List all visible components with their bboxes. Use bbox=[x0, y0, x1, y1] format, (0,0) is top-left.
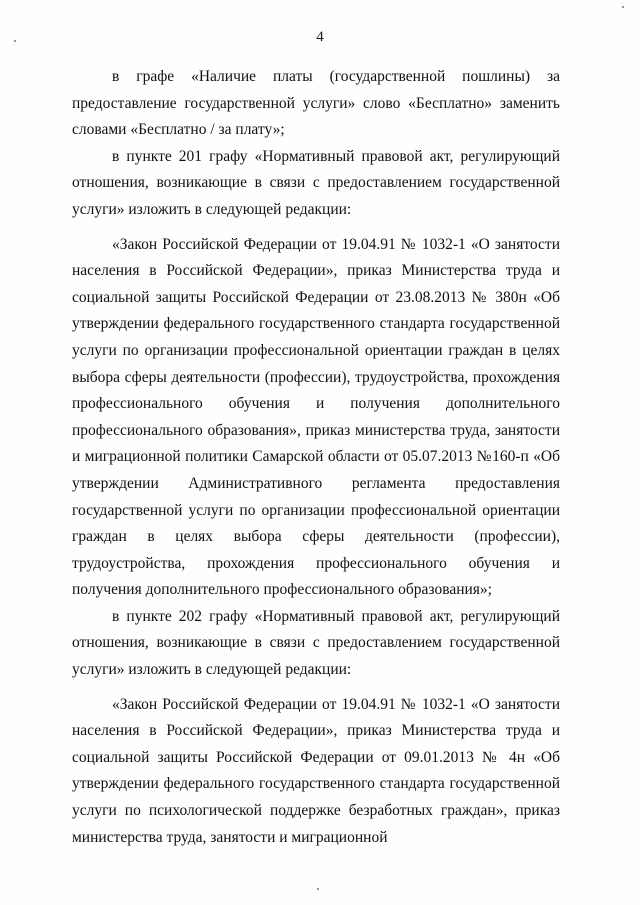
page-number: 4 bbox=[316, 29, 324, 45]
paragraph-item-202: в пункте 202 графу «Нормативный правовой акт, регулирующий отношения, возникающие в связи с предоставлением государственной услуги» изложить в следующей редакции: bbox=[72, 607, 560, 679]
paragraph-item-202-text: «Закон Российской Федерации от 19.04.91 № 1032-1 «О занятости населения в Российской Федерации», приказ Министерства труда и социальной защиты Российской Федерации от 09.01.2013 № 4н «Об утверждении федерального государственного стандарта государственной услуги по психологической поддержке безработных граждан», приказ министерства труда, занятости и миграционной bbox=[72, 695, 560, 846]
paragraph-fee-column: в графе «Наличие платы (государственной пошлины) за предоставление государственной услуги» слово «Бесплатно» заменить словами «Бесплатно / за плату»; bbox=[72, 68, 560, 139]
scan-speck bbox=[317, 888, 319, 890]
document-body bbox=[72, 64, 560, 851]
scan-speck bbox=[622, 6, 624, 8]
scan-speck bbox=[14, 40, 16, 42]
paragraph-item-201-text: «Закон Российской Федерации от 19.04.91 № 1032-1 «О занятости населения в Российской Федерации», приказ Министерства труда и социальной защиты Российской Федерации от 23.08.2013 № 380н «Об утверждении федерального государственного стандарта государственной услуги по организации профессиональной ориентации граждан в целях выбора сферы деятельности (профессии), трудоустройства, прохождения профессионального обучения и получения дополнительного профессионального образования», приказ министерства труда, занятости и миграционной политики Самарской области от 05.07.2013 №160-п «Об утверждении Административного регламента предоставления государственной услуги по организации профессиональной ориентации граждан в целях выбора сферы деятельности (профессии), трудоустройства, прохождения профессионального обучения и получения дополнительного профессионального образования»; bbox=[72, 235, 560, 599]
paragraph-item-201: в пункте 201 графу «Нормативный правовой акт, регулирующий отношения, возникающие в связи с предоставлением государственной услуги» изложить в следующей редакции: bbox=[72, 147, 560, 218]
